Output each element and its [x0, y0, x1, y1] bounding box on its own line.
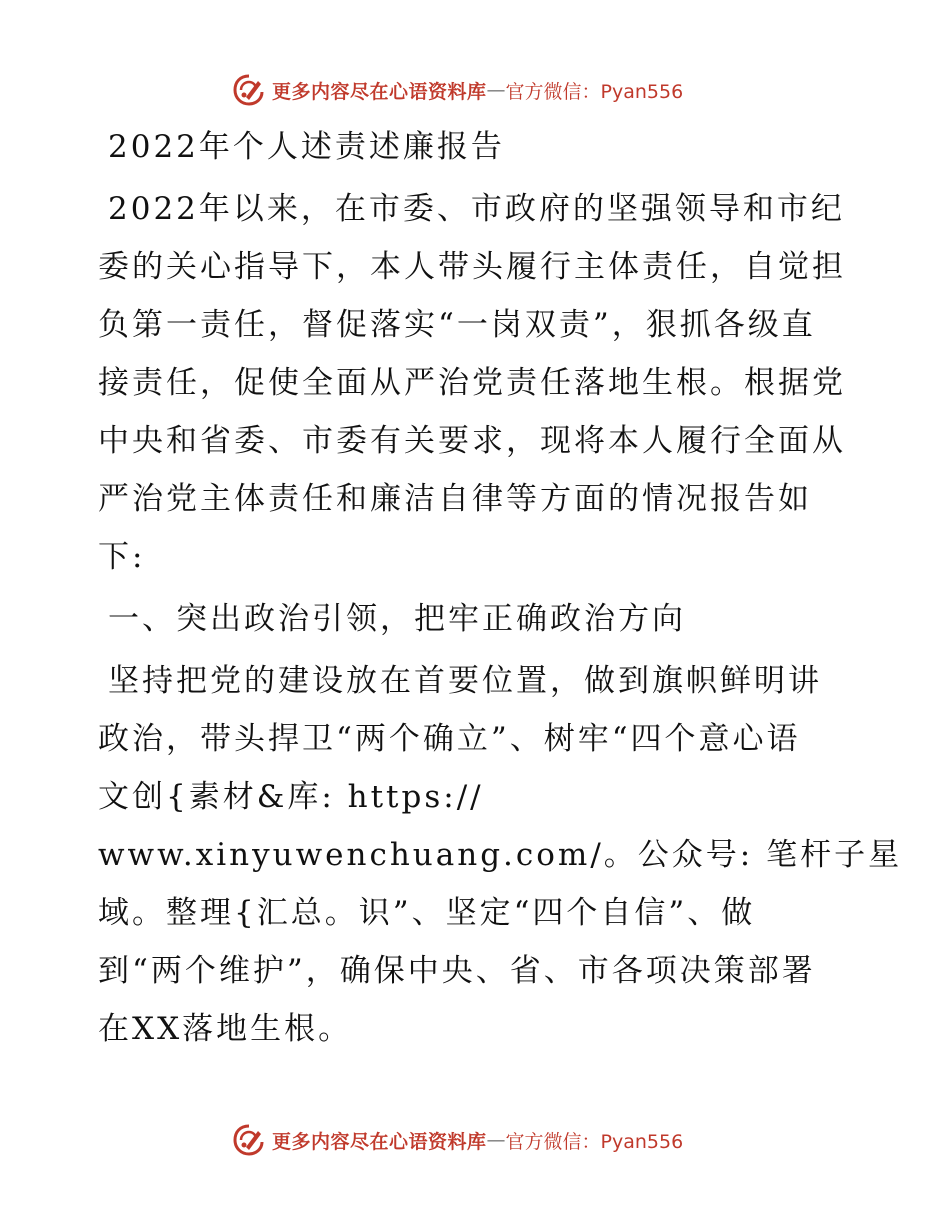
paragraph-line: 严治党主体责任和廉洁自律等方面的情况报告如 [98, 481, 812, 517]
document-body [98, 118, 903, 1058]
paragraph-2 [98, 652, 903, 1058]
document-title: 2022年个人述责述廉报告 [108, 129, 505, 165]
watermark-contact: 官方微信：Pyan556 [505, 1130, 684, 1153]
paragraph-line: 负第一责任，督促落实“一岗双责”，狠抓各级直 [98, 307, 816, 343]
paragraph-line: 下: [98, 539, 146, 575]
paragraph-line: 2022年以来，在市委、市政府的坚强领导和市纪 [108, 191, 845, 227]
header-watermark [232, 70, 752, 110]
pen-swirl-logo-icon [232, 1123, 266, 1157]
watermark-text: 更多内容尽在心语资料库 [272, 1130, 487, 1153]
paragraph-1 [98, 180, 858, 586]
section-heading-1: 一、突出政治引领，把牢正确政治方向 [108, 601, 686, 637]
watermark-contact: 官方微信：Pyan556 [505, 80, 684, 103]
watermark-separator: — [486, 79, 506, 101]
paragraph-line: 在XX落地生根。 [98, 1011, 353, 1047]
paragraph-line: 接责任，促使全面从严治党责任落地生根。根据党 [98, 365, 846, 401]
watermark-text: 更多内容尽在心语资料库 [272, 80, 487, 103]
paragraph-line: 中央和省委、市委有关要求，现将本人履行全面从 [98, 423, 846, 459]
paragraph-line: 坚持把党的建设放在首要位置，做到旗帜鲜明讲 [108, 663, 822, 699]
paragraph-line: 到“两个维护”，确保中央、省、市各项决策部署 [98, 953, 816, 989]
paragraph-line: 委的关心指导下，本人带头履行主体责任，自觉担 [98, 249, 846, 285]
paragraph-line: 域。整理{汇总。识”、坚定“四个自信”、做 [98, 895, 756, 931]
paragraph-line: www.xinyuwenchuang.com/。公众号: 笔杆子星 [98, 837, 903, 873]
pen-swirl-logo-icon [232, 73, 266, 107]
watermark-separator: — [486, 1129, 506, 1151]
footer-watermark [232, 1120, 752, 1160]
paragraph-line: 政治，带头捍卫“两个确立”、树牢“四个意心语 [98, 721, 801, 757]
paragraph-line: 文创{素材&库: https:// [98, 779, 484, 815]
